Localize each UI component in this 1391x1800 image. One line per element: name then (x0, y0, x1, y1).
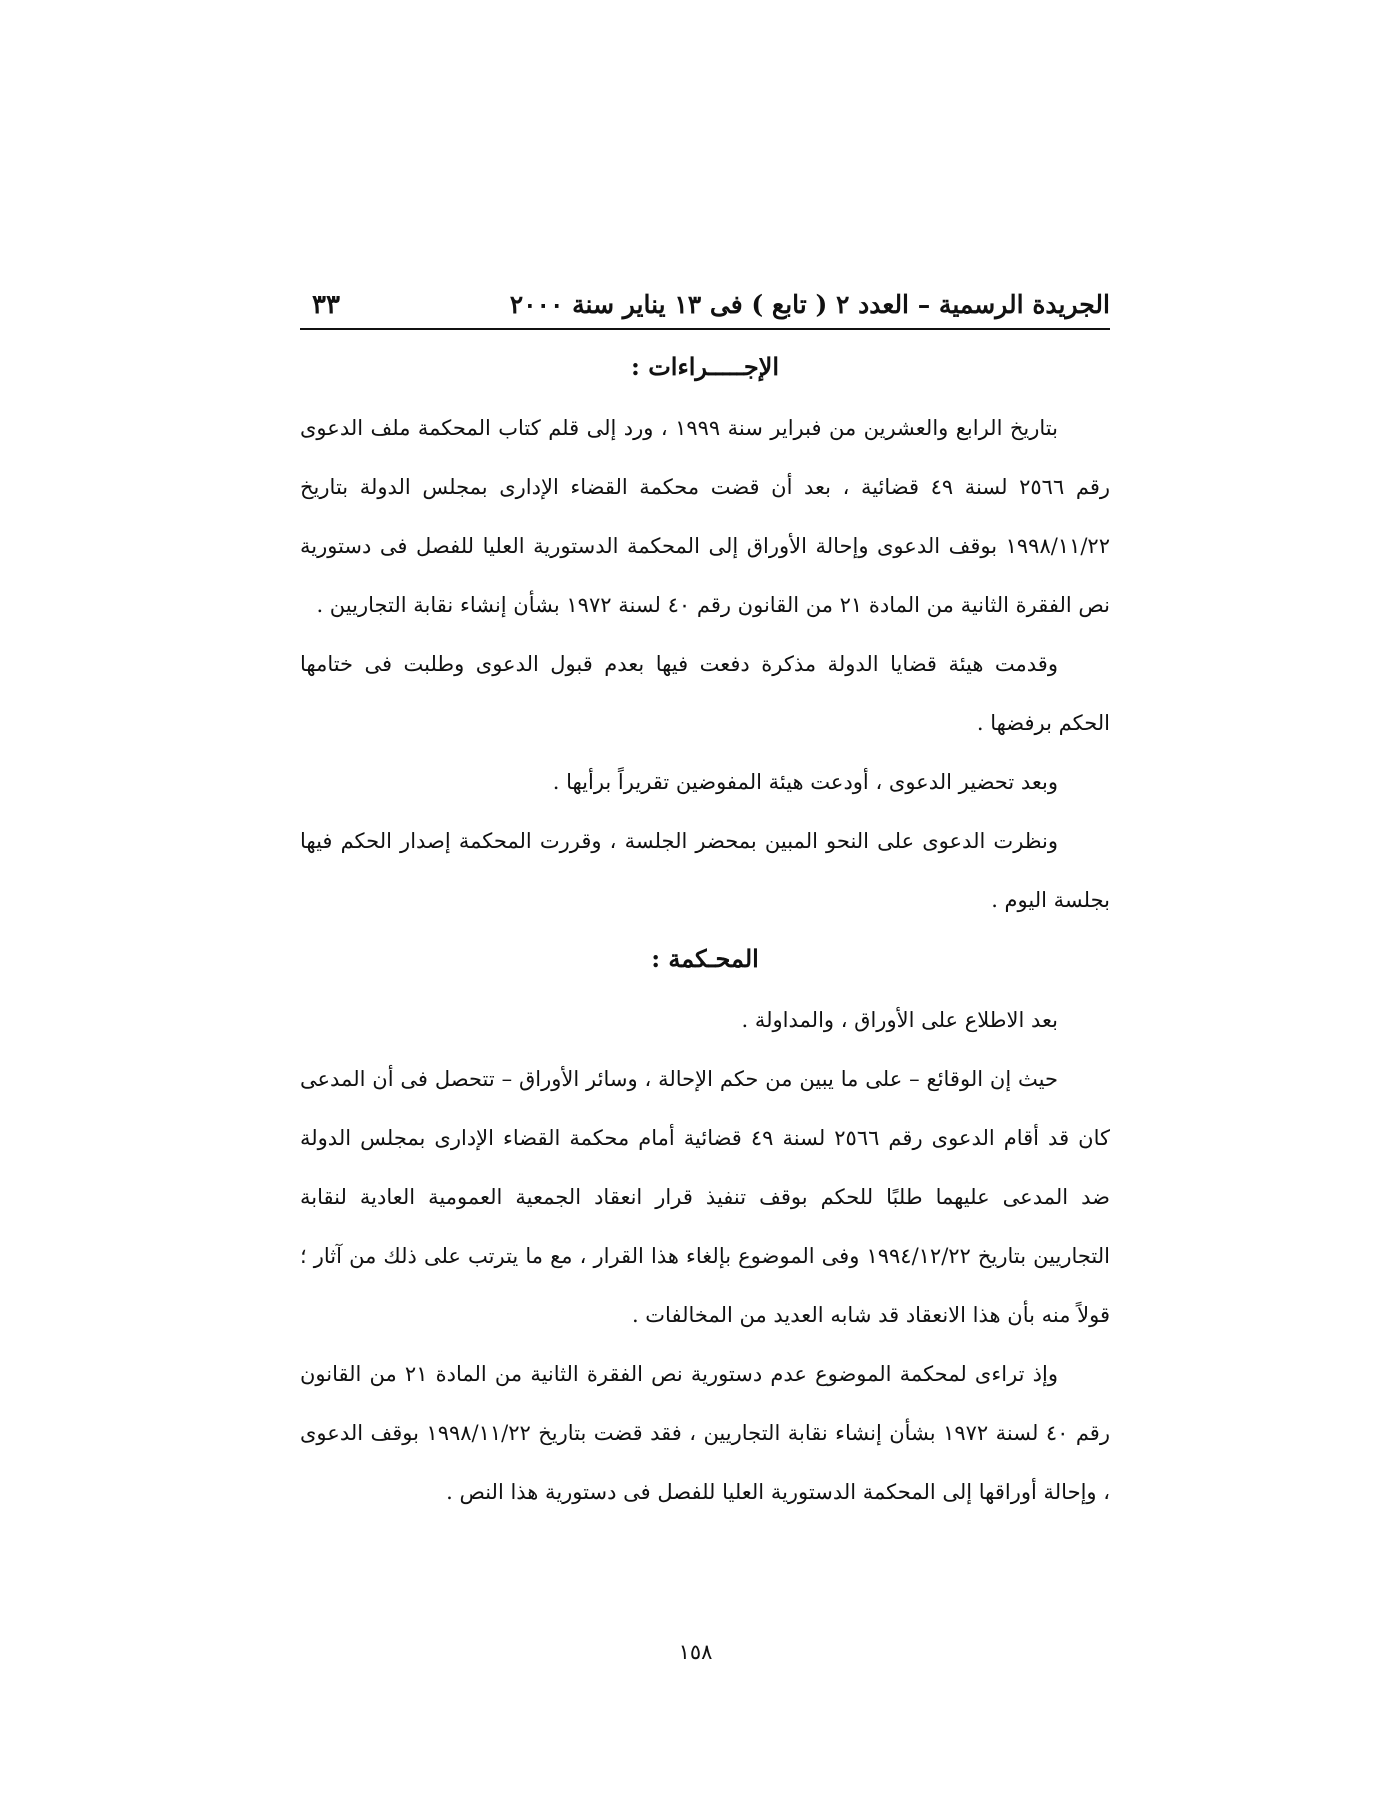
procedures-paragraph: بتاريخ الرابع والعشرين من فبراير سنة ١٩٩٩ ، ورد إلى قلم كتاب المحكمة ملف الدعوى رقم ٢٥٦٦ لسنة ٤٩ قضائية ، بعد أن قضت محكمة القضاء الإدارى بمجلس الدولة بتاريخ ١٩٩٨/١١/٢٢ بوقف الدعوى وإحالة الأوراق إلى المحكمة الدستورية العليا للفصل فى دستورية نص الفقرة الثانية من المادة ٢١ من القانون رقم ٤٠ لسنة ١٩٧٢ بشأن إنشاء نقابة التجاريين . (300, 416, 1110, 617)
procedures-section (300, 352, 1110, 930)
procedures-paragraph: وقدمت هيئة قضايا الدولة مذكرة دفعت فيها بعدم قبول الدعوى وطلبت فى ختامها الحكم برفضها . (300, 652, 1110, 735)
page-number: ١٥٨ (678, 1640, 713, 1664)
court-section (300, 944, 1110, 1522)
court-paragraph: وإذ تراءى لمحكمة الموضوع عدم دستورية نص الفقرة الثانية من المادة ٢١ من القانون رقم ٤٠ لسنة ١٩٧٢ بشأن إنشاء نقابة التجاريين ، فقد قضت بتاريخ ١٩٩٨/١١/٢٢ بوقف الدعوى ، وإحالة أوراقها إلى المحكمة الدستورية العليا للفصل فى دستورية هذا النص . (300, 1362, 1110, 1504)
court-paragraph: بعد الاطلاع على الأوراق ، والمداولة . (741, 1008, 1058, 1032)
procedures-paragraph: ونظرت الدعوى على النحو المبين بمحضر الجلسة ، وقررت المحكمة إصدار الحكم فيها بجلسة اليوم . (300, 829, 1110, 912)
court-paragraph: حيث إن الوقائع – على ما يبين من حكم الإحالة ، وسائر الأوراق – تتحصل فى أن المدعى كان قد أقام الدعوى رقم ٢٥٦٦ لسنة ٤٩ قضائية أمام محكمة القضاء الإدارى بمجلس الدولة ضد المدعى عليهما طلبًا للحكم بوقف تنفيذ قرار انعقاد الجمعية العمومية العادية لنقابة التجاريين بتاريخ ١٩٩٤/١٢/٢٢ وفى الموضوع بإلغاء هذا القرار ، مع ما يترتب على ذلك من آثار ؛ قولاً منه بأن هذا الانعقاد قد شابه العديد من المخالفات . (300, 1067, 1110, 1327)
court-heading: المحـكمة : (651, 944, 759, 973)
document-page (300, 290, 1110, 1522)
gazette-header (300, 290, 1110, 330)
gazette-title: الجريدة الرسمية – العدد ٢ ( تابع ) فى ١٣ يناير سنة ٢٠٠٠ (509, 290, 1110, 319)
procedures-paragraph: وبعد تحضير الدعوى ، أودعت هيئة المفوضين تقريراً برأيها . (552, 770, 1058, 794)
issue-page-number: ٣٣ (312, 290, 340, 320)
procedures-heading: الإجـــــراءات : (630, 352, 780, 381)
